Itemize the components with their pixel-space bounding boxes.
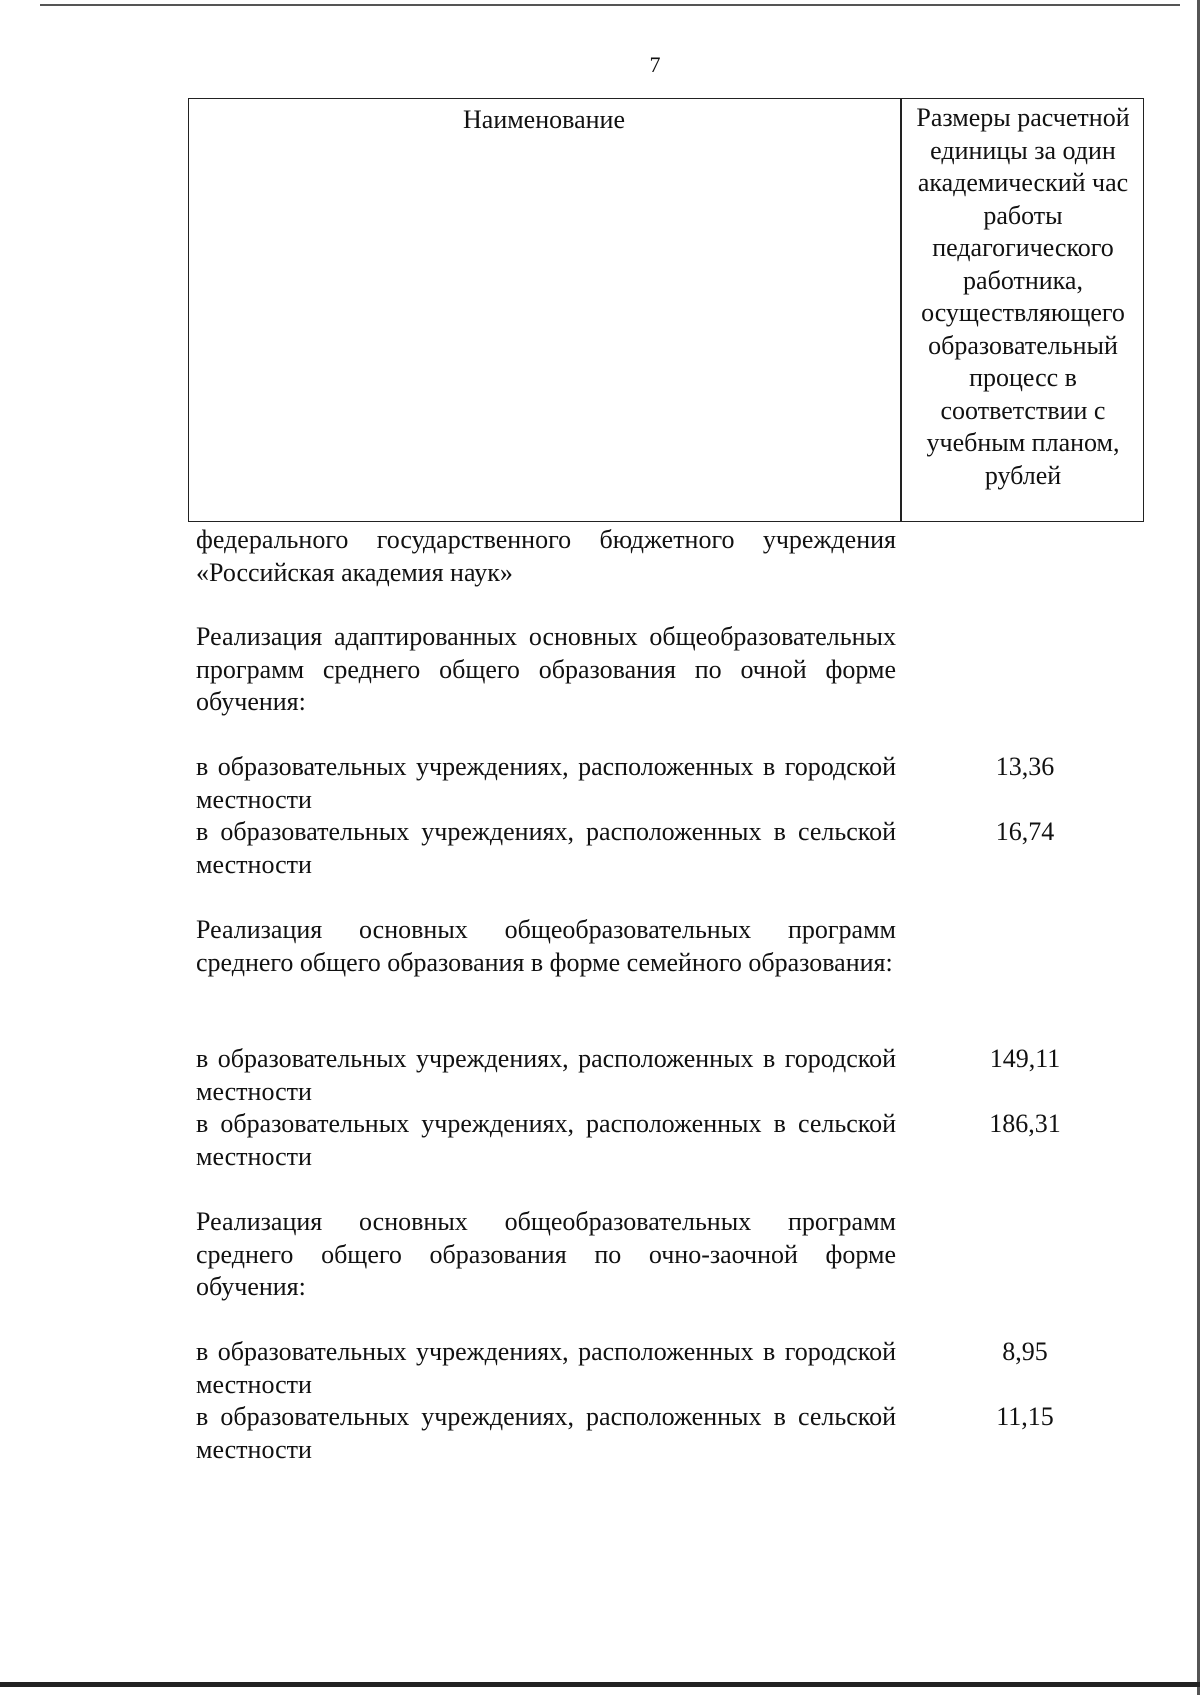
- section-title: Реализация адаптированных основных общеобразовательных программ среднего общего образования по очной форме обучения:: [196, 622, 896, 716]
- section-title: Реализация основных общеобразовательных программ среднего общего образования в форме семейного образования:: [196, 915, 896, 977]
- row-label: в образовательных учреждениях, расположенных в городской местности: [196, 1337, 896, 1399]
- continuation-text: федерального государственного бюджетного учреждения «Российская академия наук»: [196, 525, 896, 587]
- row-value: 11,15: [996, 1402, 1054, 1431]
- row-value: 8,95: [1002, 1337, 1048, 1366]
- page-border-top: [40, 4, 1180, 6]
- row-label: в образовательных учреждениях, расположенных в сельской местности: [196, 1109, 896, 1171]
- row-value: 186,31: [989, 1109, 1061, 1138]
- row-label: в образовательных учреждениях, расположенных в городской местности: [196, 1044, 896, 1106]
- column-header-size: Размеры расчетной единицы за один академический час работы педагогического работника, осуществляющего образовательный процесс в соответствии с учебным планом, рублей: [916, 103, 1130, 490]
- row-value: 13,36: [995, 752, 1055, 781]
- page-border-bottom: [0, 1682, 1200, 1687]
- column-header-name: Наименование: [463, 105, 625, 134]
- row-label: в образовательных учреждениях, расположенных в сельской местности: [196, 817, 896, 879]
- row-label: в образовательных учреждениях, расположенных в сельской местности: [196, 1402, 896, 1464]
- page-number: 7: [649, 52, 661, 77]
- section-title: Реализация основных общеобразовательных программ среднего общего образования по очно-заочной форме обучения:: [196, 1207, 896, 1301]
- row-value: 16,74: [995, 817, 1055, 846]
- row-value: 149,11: [989, 1044, 1061, 1073]
- row-label: в образовательных учреждениях, расположенных в городской местности: [196, 752, 896, 814]
